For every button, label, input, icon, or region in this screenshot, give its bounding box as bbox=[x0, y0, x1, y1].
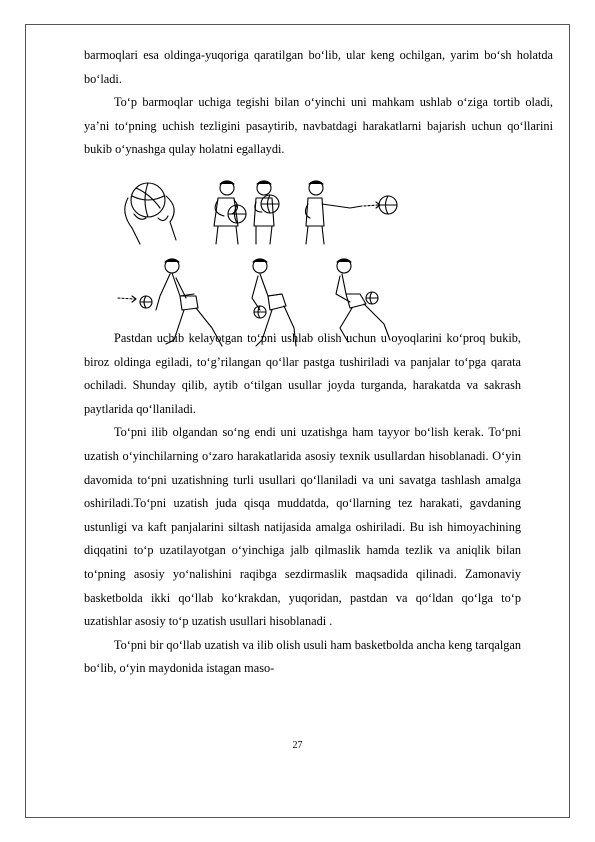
incoming-ball-arrow bbox=[118, 296, 152, 308]
paragraph: To‘pni bir qo‘llab uzatish va ilib olish usuli ham basketbolda ancha keng tarqalgan bo‘lib, o‘yin maydonida istagan maso- bbox=[84, 637, 521, 676]
text-block-bottom bbox=[84, 327, 521, 681]
player-one-hand-pass-figure bbox=[305, 181, 397, 244]
paragraph: To‘p barmoqlar uchiga tegishi bilan o‘yinchi uni mahkam ushlab o‘ziga tortib oladi, ya’ni to‘pning uchish tezligini pasaytirib, navbatdagi harakatlarni bajarish uchun qo‘llarini bukib o‘ynashga qulay holatni egallaydi. bbox=[84, 95, 553, 157]
player-ball-at-chest-figure bbox=[254, 181, 279, 244]
page-number: 27 bbox=[292, 740, 303, 751]
paragraph: To‘pni ilib olgandan so‘ng endi uni uzatishga ham tayyor bo‘lish kerak. To‘pni uzatish o‘yinchilarning o‘zaro harakatlarida asosiy texnik usullardan hisoblanadi. O‘yin davomida to‘pni uzatishning turli usullari qo‘llaniladi va uni savatga tashlash amalga oshiriladi.To‘pni uzatish juda qisqa muddatda, qo‘llarning tez harakati, gavdaning ustunligi va kaft panjalarini siltash natijasida amalga oshiriladi. Bu ish himoyachining diqqatini to‘p uzatilayotgan o‘yinchiga jalb qilmaslik hamda tezlik va aniqlik bilan to‘pning asosiy yo‘nalishini raqibga sezdirmaslik maqsadida qilinadi. Zamonaviy basketbolda ikki qo‘llab ko‘krakdan, yuqoridan, pastdan va qo‘ldan qo‘lga to‘p uzatishlar asosiy to‘p uzatish usullari hisoblanadi . bbox=[84, 425, 521, 629]
basketball-catch-illustration bbox=[110, 178, 410, 352]
hands-holding-ball-figure bbox=[125, 183, 176, 244]
player-chest-catch-figure bbox=[214, 181, 246, 244]
paragraph: barmoqlari esa oldinga-yuqoriga qaratilgan bo‘lib, ular keng ochilgan, yarim bo‘sh holatda bo‘ladi. bbox=[84, 48, 553, 86]
text-block-top bbox=[84, 44, 553, 162]
paragraph: Pastdan uchib kelayotgan to‘pni ushlab olish uchun u oyoqlarini ko‘proq bukib, biroz oldinga egiladi, to‘g’rilangan qo‘llar pastga tushiriladi va panjalar to‘pga qarata ochiladi. Shunday qilib, aytib o‘tilgan usullar joyda turganda, harakatda va sakrash paytlarida qo‘llaniladi. bbox=[84, 331, 521, 416]
